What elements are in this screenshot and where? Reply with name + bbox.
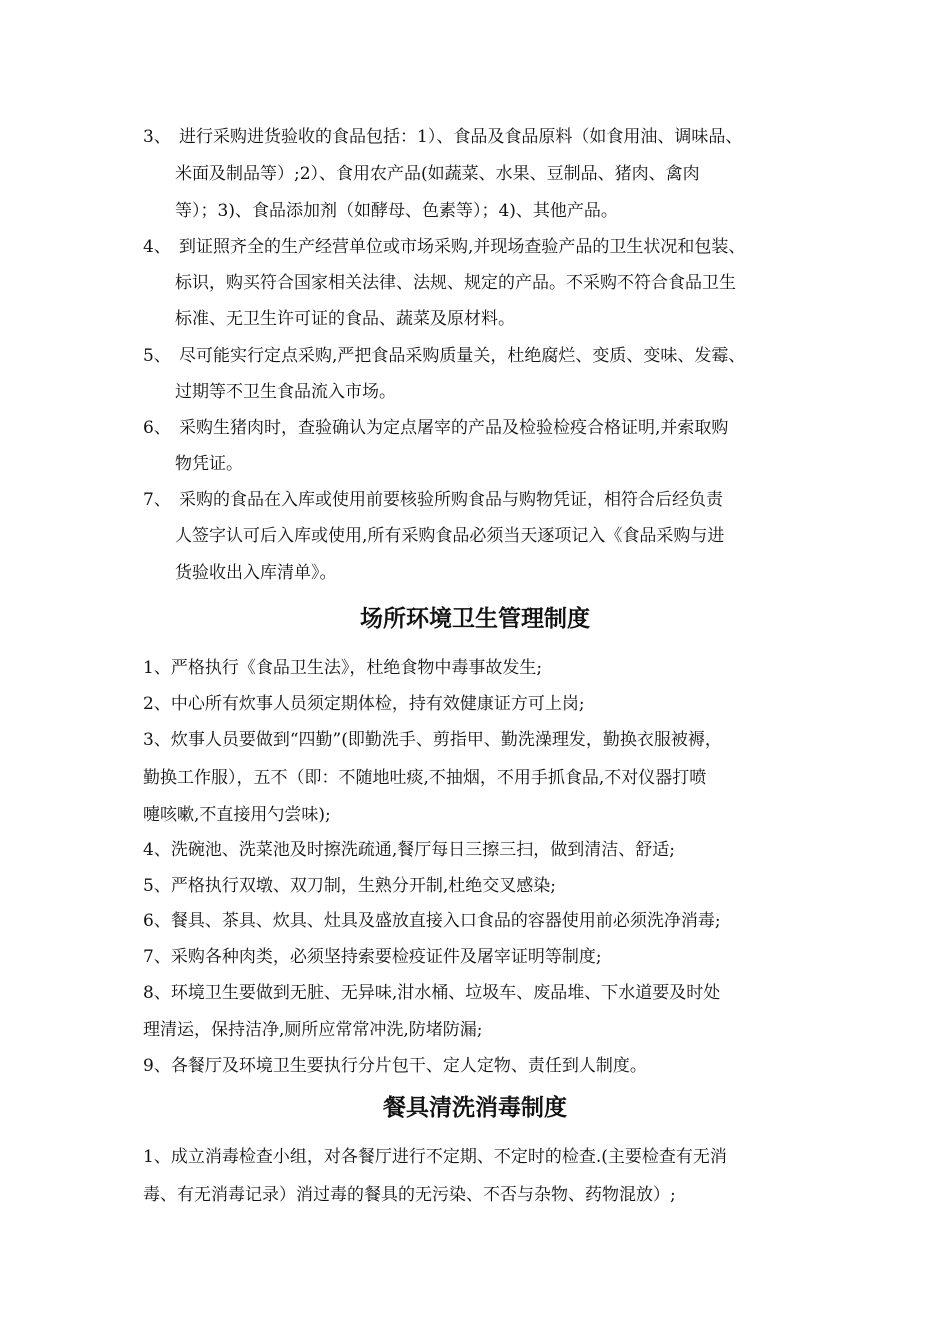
list-item-3-line-3: 等）；3)、食品添加剂（如酵母、色素等）；4)、其他产品。 — [175, 201, 618, 221]
rule-line: 嚏咳嗽,不直接用勺尝味); — [143, 805, 331, 825]
rule-line: 2、中心所有炊事人员须定期体检，持有效健康证方可上岗; — [143, 694, 585, 714]
rule-line: 6、餐具、茶具、炊具、灶具及盛放直接入口食品的容器使用前必须洗净消毒; — [143, 911, 721, 931]
rule-line: 3、炊事人员要做到“四勤”(即勤洗手、剪指甲、勤洗澡理发，勤换衣服被褥， — [143, 730, 722, 750]
rule-line: 7、采购各种肉类，必须坚持索要检疫证件及屠宰证明等制度; — [143, 947, 602, 967]
rule-line: 9、各餐厅及环境卫生要执行分片包干、定人定物、责任到人制度。 — [143, 1056, 647, 1076]
list-item-7-line-3: 货验收出入库清单》。 — [175, 563, 337, 583]
list-item-number: 3、 — [143, 127, 171, 147]
list-item-6-line-1: 6、 采购生猪肉时，查验确认为定点屠宰的产品及检验检疫合格证明,并索取购 — [143, 418, 729, 438]
list-item-5-line-1: 5、 尽可能实行定点采购,严把食品采购质量关，杜绝腐烂、变质、变味、发霉、 — [143, 346, 746, 366]
list-item-7-line-2: 人签字认可后入库或使用,所有采购食品必须当天逐项记入《食品采购与进 — [175, 526, 725, 546]
section-title-tableware-disinfection: 餐具清洗消毒制度 — [383, 1095, 567, 1121]
list-item-7-line-1: 7、 采购的食品在入库或使用前要核验所购食品与购物凭证，相符合后经负责 — [143, 490, 723, 510]
list-item-number: 4、 — [143, 237, 171, 257]
list-item-6-line-2: 物凭证。 — [175, 454, 243, 474]
list-item-number: 7、 — [143, 490, 171, 510]
rule-line: 5、严格执行双墩、双刀制，生熟分开制,杜绝交叉感染; — [143, 876, 556, 896]
rule-line: 4、洗碗池、洗菜池及时擦洗疏通,餐厅每日三擦三扫，做到清洁、舒适; — [143, 840, 675, 860]
rule-line: 1、成立消毒检查小组，对各餐厅进行不定期、不定时的检查.(主要检查有无消 — [143, 1147, 727, 1167]
list-item-5-line-2: 过期等不卫生食品流入市场。 — [175, 382, 396, 402]
section-title-environment-hygiene: 场所环境卫生管理制度 — [360, 606, 590, 632]
list-item-4-line-2: 标识，购买符合国家相关法律、法规、规定的产品。不采购不符合食品卫生 — [175, 273, 736, 293]
rule-line: 8、环境卫生要做到无脏、无异味,泔水桶、垃圾车、废品堆、下水道要及时处 — [143, 983, 721, 1003]
rule-line: 理清运，保持洁净,厕所应常常冲洗,防堵防漏; — [143, 1020, 483, 1040]
list-item-3-line-1: 3、 进行采购进货验收的食品包括：1）、食品及食品原料（如食用油、调味品、 — [143, 127, 743, 147]
list-item-number: 5、 — [143, 346, 171, 366]
list-item-3-line-2: 米面及制品等）;2）、食用农产品(如蔬菜、水果、豆制品、猪肉、禽肉 — [175, 164, 700, 184]
rule-line: 毒、有无消毒记录）消过毒的餐具的无污染、不否与杂物、药物混放）; — [143, 1185, 676, 1205]
rule-line: 1、严格执行《食品卫生法》，杜绝食物中毒事故发生; — [143, 658, 543, 678]
list-item-4-line-3: 标准、无卫生许可证的食品、蔬菜及原材料。 — [175, 309, 515, 329]
list-item-number: 6、 — [143, 418, 171, 438]
rule-line: 勤换工作服），五不（即：不随地吐痰,不抽烟，不用手抓食品,不对仪器打喷 — [143, 768, 707, 788]
list-item-4-line-1: 4、 到证照齐全的生产经营单位或市场采购,并现场查验产品的卫生状况和包装、 — [143, 237, 746, 257]
